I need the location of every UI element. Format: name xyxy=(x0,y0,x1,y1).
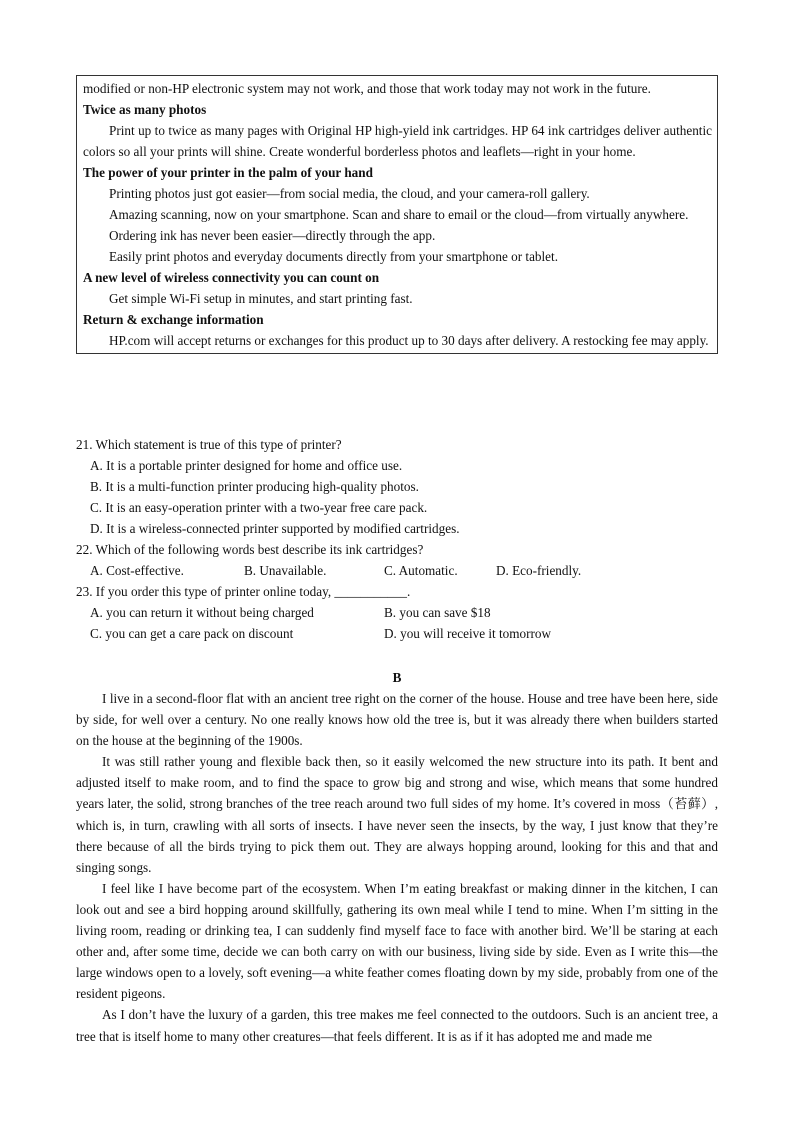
passage-paragraph-3: I feel like I have become part of the ecosystem. When I’m eating breakfast or making dinner in the kitchen, I can look out and see a bird hopping around skillfully, gathering its own meal while I tend to mine. When I’m sitting in the living room, reading or drinking tea, I can suddenly find myself face to face with another bird. We’ll be staring at each other and, after some time, decide we can both carry on with our business, living side by side. Even as I write this—the large windows open to a lovely, soft evening—a white feather comes floating down by my side, probably from one of the resident pigeons. xyxy=(76,880,718,1002)
paragraph-photos: Print up to twice as many pages with Original HP high-yield ink cartridges. HP 64 ink cartridges deliver authentic colors so all your prints will shine. Create wonderful borderless photos and leaflets—right in your home. xyxy=(83,123,712,159)
question-23-option-c: C. you can get a care pack on discount xyxy=(90,626,294,641)
passage-paragraph-4: As I don’t have the luxury of a garden, this tree makes me feel connected to the outdoors. Such is an ancient tree, a tree that is itself home to many other creatures—that feels different. It is as if it has adopted me and made me xyxy=(76,1007,718,1044)
question-21-option-b: B. It is a multi-function printer producing high-quality photos. xyxy=(90,479,419,494)
heading-twice-as-many-photos: Twice as many photos xyxy=(83,102,207,117)
intro-line: modified or non-HP electronic system may not work, and those that work today may not work in the future. xyxy=(83,81,651,96)
passage-b xyxy=(76,688,718,1047)
paragraph-scanning: Amazing scanning, now on your smartphone. Scan and share to email or the cloud—from virtually anywhere. xyxy=(109,207,689,222)
heading-power-of-printer: The power of your printer in the palm of your hand xyxy=(83,165,373,180)
question-21-option-c: C. It is an easy-operation printer with a two-year free care pack. xyxy=(90,500,428,515)
questions-section xyxy=(76,434,726,644)
question-21-option-d: D. It is a wireless-connected printer supported by modified cartridges. xyxy=(90,521,460,536)
question-23-option-b: B. you can save $18 xyxy=(384,605,491,620)
question-23-option-a: A. you can return it without being charged xyxy=(90,605,314,620)
paragraph-wifi: Get simple Wi-Fi setup in minutes, and start printing fast. xyxy=(109,291,413,306)
product-info-box xyxy=(76,75,718,354)
question-21-option-a: A. It is a portable printer designed for home and office use. xyxy=(90,458,403,473)
question-23-stem: 23. If you order this type of printer online today, ___________. xyxy=(76,584,411,599)
question-22-option-c: C. Automatic. xyxy=(384,563,458,578)
question-22-option-d: D. Eco-friendly. xyxy=(496,563,582,578)
question-23-options-row-2 xyxy=(76,623,726,644)
paragraph-ordering-ink: Ordering ink has never been easier—directly through the app. xyxy=(109,228,436,243)
paragraph-easily-print: Easily print photos and everyday documents directly from your smartphone or tablet. xyxy=(109,249,558,264)
question-21-stem: 21. Which statement is true of this type of printer? xyxy=(76,437,342,452)
heading-return-exchange: Return & exchange information xyxy=(83,312,264,327)
question-22-options xyxy=(76,560,726,581)
question-22-stem: 22. Which of the following words best describe its ink cartridges? xyxy=(76,542,424,557)
passage-paragraph-1: I live in a second-floor flat with an ancient tree right on the corner of the house. House and tree have been here, side by side, for well over a century. No one really knows how old the tree is, but it was already there when builders started on the house at the beginning of the 1900s. xyxy=(76,691,718,749)
section-b-title: B xyxy=(392,670,402,685)
paragraph-returns: HP.com will accept returns or exchanges for this product up to 30 days after delivery. A restocking fee may apply. xyxy=(109,333,709,348)
question-22-option-b: B. Unavailable. xyxy=(244,563,327,578)
question-23-options-row-1 xyxy=(76,602,726,623)
passage-paragraph-2: It was still rather young and flexible back then, so it easily welcomed the new structure into its path. It bent and adjusted itself to make room, and to find the space to grow big and strong and wise, which means that some hundred years later, the solid, strong branches of the tree reach around two full sides of my home. It’s covered in moss（苔藓）, which is, in turn, crawling with all sorts of insects. I have never seen the insects, by the way, I just know that they’re there because of all the birds trying to pick them out. They are always hopping around, looking for this and that and singing songs. xyxy=(76,754,718,875)
question-22-option-a: A. Cost-effective. xyxy=(90,563,184,578)
paragraph-printing-photos: Printing photos just got easier—from social media, the cloud, and your camera-roll gallery. xyxy=(109,186,590,201)
question-23-option-d: D. you will receive it tomorrow xyxy=(384,626,552,641)
heading-wireless: A new level of wireless connectivity you can count on xyxy=(83,270,380,285)
